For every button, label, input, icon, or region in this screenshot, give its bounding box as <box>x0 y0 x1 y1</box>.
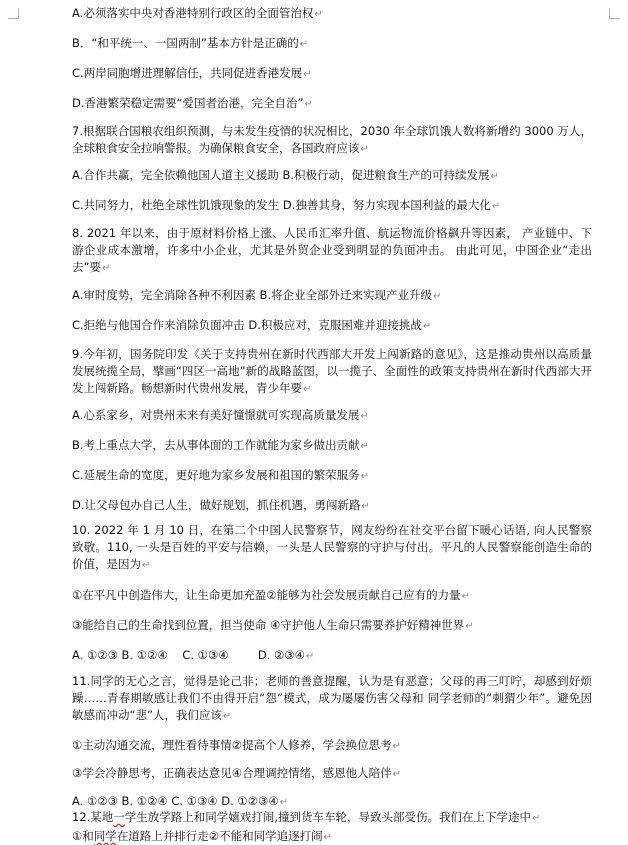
option-text: D.香港繁荣稳定需要“爱国者治港，完全自治” <box>72 96 304 110</box>
paragraph-mark: ↵ <box>433 291 442 302</box>
paragraph-mark: ↵ <box>422 321 432 332</box>
option-text: A.心系家乡，对贵州未来有美好憧憬就可实现高质量发展 <box>72 408 360 422</box>
paragraph-mark: ↵ <box>305 651 315 662</box>
paragraph-mark: ↵ <box>491 201 501 212</box>
option-text: C.延展生命的宽度，更好地为家乡发展和祖国的繁荣服务 <box>72 468 360 482</box>
paragraph-mark: ↵ <box>222 711 232 722</box>
paragraph-mark: ↵ <box>303 384 312 395</box>
option-line <box>72 438 592 454</box>
answer-options-text: A. ①②③ B. ①②④ C. ①③④ D. ②③④ <box>72 648 305 662</box>
question-7 <box>72 123 592 158</box>
paragraph-mark: ↵ <box>360 441 369 452</box>
question-text: 9.今年初，国务院印发《关于支持贵州在新时代西部大开发上闯新路的意见》，这是推动贵州以高质量发展统揽全局，擘画“四区一高地”新的战略蓝图，以一揽子、全面性的政策支持贵州在新时代西部大开发上闯新路。畅想新时代贵州发展，青少年要 <box>72 347 592 395</box>
option-line <box>72 198 592 214</box>
statement-line <box>72 588 592 604</box>
option-line <box>72 96 592 112</box>
statement-text: ③学会冷静思考，正确表达意见④合理调控情绪，感恩他人陪伴 <box>72 766 392 780</box>
statement-line <box>72 738 592 754</box>
spellcheck-underline[interactable]: 同学 <box>93 829 117 843</box>
option-text: C.拒绝与他国合作来消除负面冲击 D.积极应对，克服困难并迎接挑战 <box>72 318 422 332</box>
question-text: 7.根据联合国粮农组织预测，与未发生疫情的状况相比，2030 年全球饥饿人数将新增约 3000 万人，全球粮食安全拉响警报。为确保粮食安全，各国政府应该 <box>72 124 592 155</box>
paragraph-mark: ↵ <box>360 411 369 422</box>
statement-text: ①主动沟通交流，理性看待事情②提高个人修养，学会换位思考 <box>72 738 392 752</box>
statement-text: 在道路上并排行走②不能和同学追逐打闹 <box>116 829 323 843</box>
option-text: B.考上重点大学，去从事体面的工作就能为家乡做出贡献 <box>72 438 360 452</box>
question-12 <box>72 810 592 826</box>
option-line <box>72 168 592 184</box>
statement-line <box>72 829 592 845</box>
option-text: C.两岸同胞增进理解信任，共同促进香港发展 <box>72 66 303 80</box>
question-text: 11.同学的无心之言，觉得是论己非；老师的善意提醒，认为是有恶意；父母的再三叮咛，却感到好烦躁……青春期敏感让我们不由得开启“怨”模式，成为屡屡伤害父母和 同学老师的“刺猬少年”。避免因敏感而冲动“悲”人，我们应该 <box>72 674 592 722</box>
paragraph-mark: ↵ <box>360 144 369 155</box>
paragraph-mark: ↵ <box>461 591 471 602</box>
option-line <box>72 468 592 484</box>
paragraph-mark: ↵ <box>360 471 370 482</box>
answer-options-text: A. ①②③ B. ①②④ C. ①③④ D. ①②③④ <box>72 794 279 808</box>
statement-text: ①在平凡中创造伟大，让生命更加充盈②能够为社会发展贡献自己应有的力量 <box>72 588 461 602</box>
question-8 <box>72 225 592 277</box>
paragraph-mark: ↵ <box>531 813 541 824</box>
margin-corner-mark-right <box>609 8 620 19</box>
option-text: B．“和平统一、一国两制”基本方针是正确的 <box>72 36 299 50</box>
option-line <box>72 408 592 424</box>
question-10 <box>72 522 592 574</box>
margin-corner-mark-left <box>8 8 19 19</box>
question-11 <box>72 673 592 725</box>
option-text: C.共同努力，杜绝全球性饥饿现象的发生 D.独善其身，努力实现本国利益的最大化 <box>72 198 491 212</box>
paragraph-mark: ↵ <box>392 741 402 752</box>
option-line <box>72 288 592 304</box>
spellcheck-underline[interactable]: 一 <box>113 810 125 824</box>
answer-options <box>72 794 592 810</box>
paragraph-mark: ↵ <box>361 501 370 512</box>
statement-text: ③能给自己的生命找到位置，担当使命 ④守护他人生命只需要养护好精神世界 <box>72 618 465 632</box>
paragraph-mark: ↵ <box>299 39 309 50</box>
option-line <box>72 66 592 82</box>
option-line <box>72 498 592 514</box>
paragraph-mark: ↵ <box>279 797 289 808</box>
paragraph-mark: ↵ <box>392 769 402 780</box>
paragraph-mark: ↵ <box>303 69 312 80</box>
question-text: 8. 2021 年以来，由于原材料价格上涨、人民币汇率升值、航运物流价格飙升等因素， 产业链中、下游企业成本激增，许多中小企业，尤其是外贸企业受到明显的负面冲击。 由此可见，中国企业“走出去”要 <box>72 226 592 274</box>
option-text: A.合作共赢，完全依赖他国人道主义援助 B.积极行动，促进粮食生产的可持续发展 <box>72 168 490 182</box>
paragraph-mark: ↵ <box>465 621 474 632</box>
question-text: 12.某地 <box>72 810 114 824</box>
paragraph-mark: ↵ <box>101 263 111 274</box>
question-text: 学生放学路上和同学嬉戏打闹,撞到货车车轮，导致头部受伤。我们在上下学途中 <box>124 810 531 824</box>
option-line <box>72 36 592 52</box>
option-text: A.必须落实中央对香港特别行政区的全面管治权 <box>72 6 314 20</box>
statement-text: ①和 <box>72 829 94 843</box>
question-9 <box>72 346 592 398</box>
paragraph-mark: ↵ <box>323 832 333 843</box>
paragraph-mark: ↵ <box>142 560 151 571</box>
question-text: 10. 2022 年 1 月 10 日，在第二个中国人民警察节，网友纷纷在社交平台留下暖心话语, 向人民警察致敬。110, 一头是百姓的平安与信赖，一头是人民警察的守护与付出。平凡的人民警察能创造生命的价值，是因为 <box>72 523 592 571</box>
answer-options <box>72 648 592 664</box>
statement-line <box>72 766 592 782</box>
paragraph-mark: ↵ <box>314 9 323 20</box>
paragraph-mark: ↵ <box>304 99 313 110</box>
option-text: A.审时度势，完全消除各种不利因素 B.将企业全部外迁来实现产业升级 <box>72 288 433 302</box>
option-line <box>72 318 592 334</box>
option-text: D.让父母包办自己人生，做好规划，抓住机遇，勇闯新路 <box>72 498 361 512</box>
paragraph-mark: ↵ <box>490 171 499 182</box>
statement-line <box>72 618 592 634</box>
option-line <box>72 6 592 22</box>
